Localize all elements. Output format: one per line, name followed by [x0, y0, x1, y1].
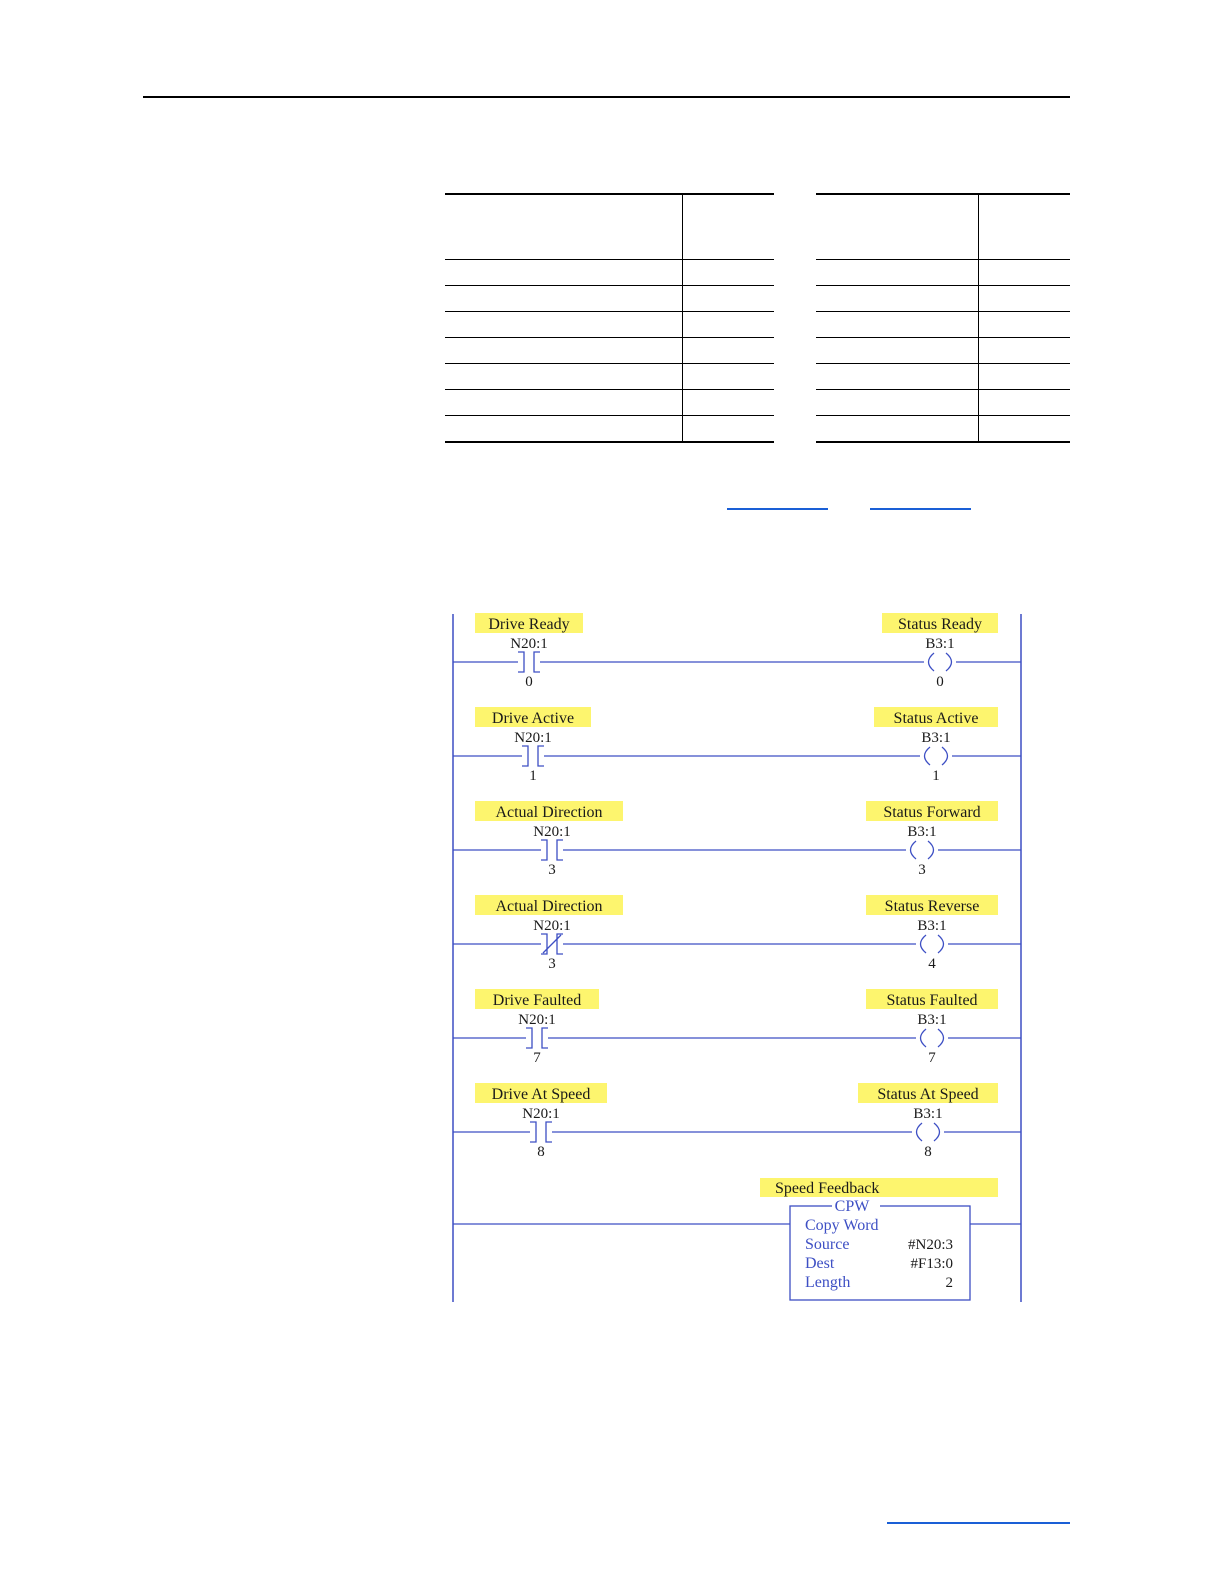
coil-right-arc [938, 935, 944, 953]
input-bit: 1 [529, 768, 537, 784]
output-address: B3:1 [913, 1106, 943, 1122]
cpw-name: CPW [834, 1198, 870, 1215]
input-bit: 8 [537, 1144, 545, 1160]
input-tag-label: Actual Direction [495, 898, 603, 915]
input-tag-label: Actual Direction [495, 804, 603, 821]
input-bit: 3 [548, 862, 556, 878]
contact-right-bracket [557, 840, 563, 860]
cpw-source-value: #N20:3 [908, 1237, 953, 1253]
cpw-tag-label: Speed Feedback [775, 1180, 880, 1197]
input-address: N20:1 [510, 636, 548, 652]
output-bit: 7 [928, 1050, 936, 1066]
output-address: B3:1 [925, 636, 955, 652]
input-tag-label: Drive Active [491, 710, 575, 727]
coil-left-arc [921, 935, 927, 953]
contact-right-bracket [534, 652, 540, 672]
output-address: B3:1 [907, 824, 937, 840]
output-tag-label: Status Faulted [886, 992, 978, 1009]
coil-right-arc [938, 1029, 944, 1047]
cpw-title: Copy Word [805, 1217, 879, 1234]
input-bit: 3 [548, 956, 556, 972]
header-rule [143, 96, 1070, 98]
input-address: N20:1 [514, 730, 552, 746]
contact-left-bracket [541, 840, 547, 860]
cpw-length-label: Length [805, 1274, 851, 1291]
footer-link[interactable] [887, 1522, 1070, 1524]
cpw-length-value: 2 [945, 1275, 953, 1291]
output-bit: 4 [928, 956, 936, 972]
coil-left-arc [911, 841, 917, 859]
output-tag-label: Status Forward [883, 804, 981, 821]
coil-left-arc [917, 1123, 923, 1141]
coil-left-arc [921, 1029, 927, 1047]
input-address: N20:1 [522, 1106, 560, 1122]
contact-left-bracket [522, 746, 528, 766]
input-tag-label: Drive Ready [488, 616, 570, 633]
input-address: N20:1 [518, 1012, 556, 1028]
output-tag-label: Status At Speed [877, 1086, 979, 1103]
input-tag-label: Drive At Speed [491, 1086, 591, 1103]
output-address: B3:1 [917, 1012, 947, 1028]
link-1[interactable] [727, 508, 828, 510]
contact-left-bracket [530, 1122, 536, 1142]
contact-right-bracket [538, 746, 544, 766]
coil-left-arc [925, 747, 931, 765]
coil-left-arc [929, 653, 935, 671]
contact-left-bracket [518, 652, 524, 672]
left-table [445, 193, 774, 443]
cpw-dest-label: Dest [805, 1255, 835, 1272]
output-address: B3:1 [917, 918, 947, 934]
output-tag-label: Status Ready [898, 616, 982, 633]
output-bit: 0 [936, 674, 944, 690]
coil-right-arc [934, 1123, 940, 1141]
input-tag-label: Drive Faulted [492, 992, 582, 1009]
coil-right-arc [946, 653, 952, 671]
cpw-source-label: Source [805, 1236, 850, 1253]
coil-right-arc [942, 747, 948, 765]
output-address: B3:1 [921, 730, 951, 746]
output-bit: 3 [918, 862, 926, 878]
link-2[interactable] [870, 508, 971, 510]
contact-right-bracket [546, 1122, 552, 1142]
input-bit: 7 [533, 1050, 541, 1066]
contact-left-bracket [541, 934, 547, 954]
input-address: N20:1 [533, 918, 571, 934]
contact-right-bracket [557, 934, 563, 954]
contact-left-bracket [526, 1028, 532, 1048]
right-table [816, 193, 1070, 443]
output-bit: 1 [932, 768, 940, 784]
contact-right-bracket [542, 1028, 548, 1048]
output-bit: 8 [924, 1144, 932, 1160]
contact-nc-slash [543, 935, 561, 953]
output-tag-label: Status Active [893, 710, 979, 727]
cpw-dest-value: #F13:0 [910, 1256, 953, 1272]
output-tag-label: Status Reverse [884, 898, 980, 915]
input-bit: 0 [525, 674, 533, 690]
input-address: N20:1 [533, 824, 571, 840]
ladder-diagram [440, 600, 1040, 1310]
coil-right-arc [928, 841, 934, 859]
